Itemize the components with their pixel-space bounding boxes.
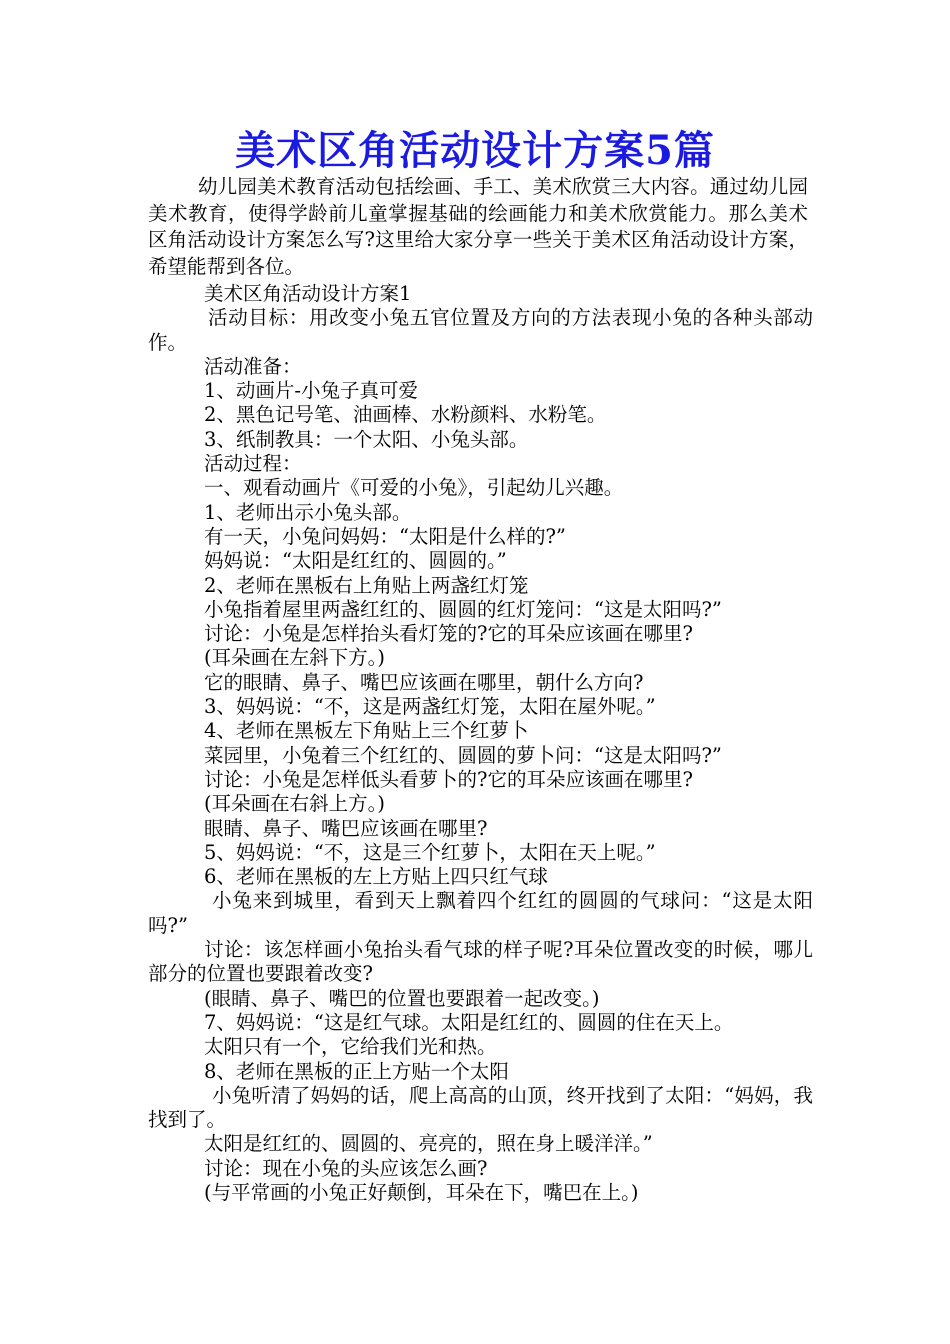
text-line: 1、老师出示小兔头部。 <box>204 500 412 524</box>
text-line: 它的眼睛、鼻子、嘴巴应该画在哪里，朝什么方向? <box>204 670 644 694</box>
text-line: 活动过程： <box>204 452 302 476</box>
text-line: 5、妈妈说：“不，这是三个红萝卜，太阳在天上呢。” <box>204 840 656 864</box>
text-line: 讨论：现在小兔的头应该怎么画? <box>204 1156 488 1180</box>
text-line: 小兔听清了妈妈的话，爬上高高的山顶，终开找到了太阳：“妈妈，我找到了。 <box>148 1083 813 1132</box>
body-lines <box>148 282 813 1205</box>
text-line: 讨论：小兔是怎样低头看萝卜的?它的耳朵应该画在哪里? <box>204 767 693 791</box>
text-line: (耳朵画在右斜上方。) <box>204 792 385 816</box>
text-line: (与平常画的小兔正好颠倒，耳朵在下，嘴巴在上。) <box>204 1180 639 1204</box>
document-title: 美术区角活动设计方案5篇 <box>235 127 715 174</box>
text-line: 妈妈说：“太阳是红红的、圆圆的。” <box>204 549 507 573</box>
text-line: (眼睛、鼻子、嘴巴的位置也要跟着一起改变。) <box>204 986 600 1010</box>
text-line: 小兔指着屋里两盏红红的、圆圆的红灯笼问：“这是太阳吗?” <box>204 597 722 621</box>
text-line: 8、老师在黑板的正上方贴一个太阳 <box>204 1059 509 1083</box>
text-line: (耳朵画在左斜下方。) <box>204 646 385 670</box>
text-line: 讨论：该怎样画小兔抬头看气球的样子呢?耳朵位置改变的时候，哪儿部分的位置也要跟着改变? <box>148 938 813 986</box>
text-line: 4、老师在黑板左下角贴上三个红萝卜 <box>204 719 529 743</box>
text-line: 7、妈妈说：“这是红气球。太阳是红红的、圆圆的住在天上。 <box>204 1010 734 1034</box>
text-line: 有一天，小兔问妈妈：“太阳是什么样的?” <box>204 524 566 548</box>
text-line: 3、妈妈说：“不，这是两盏红灯笼，太阳在屋外呢。” <box>204 695 656 719</box>
text-line: 小兔来到城里，看到天上飘着四个红红的圆圆的气球问：“这是太阳吗?” <box>148 889 813 937</box>
text-line: 1、动画片-小兔子真可爱 <box>204 379 418 403</box>
text-line: 眼睛、鼻子、嘴巴应该画在哪里? <box>204 816 488 840</box>
text-line: 太阳只有一个，它给我们光和热。 <box>204 1035 497 1059</box>
text-line: 6、老师在黑板的左上方贴上四只红气球 <box>204 865 548 889</box>
text-line: 一、观看动画片《可爱的小兔》，引起幼儿兴趣。 <box>204 476 624 500</box>
text-line: 活动目标：用改变小兔五官位置及方向的方法表现小兔的各种头部动作。 <box>148 306 813 354</box>
text-line: 讨论：小兔是怎样抬头看灯笼的?它的耳朵应该画在哪里? <box>204 622 693 646</box>
intro-paragraph: 幼儿园美术教育活动包括绘画、手工、美术欣赏三大内容。通过幼儿园美术教育，使得学龄前儿童掌握基础的绘画能力和美术欣赏能力。那么美术区角活动设计方案怎么写?这里给大家分享一些关于美术区角活动设计方案，希望能帮到各位。 <box>148 175 808 278</box>
text-line: 3、纸制教具：一个太阳、小兔头部。 <box>204 427 529 451</box>
text-line: 活动准备： <box>204 354 302 378</box>
text-line: 2、黑色记号笔、油画棒、水粉颜料、水粉笔。 <box>204 403 607 427</box>
section-heading: 美术区角活动设计方案1 <box>204 282 412 305</box>
text-line: 菜园里，小兔着三个红红的、圆圆的萝卜问：“这是太阳吗?” <box>204 743 722 767</box>
text-line: 太阳是红红的、圆圆的、亮亮的，照在身上暖洋洋。” <box>204 1132 653 1156</box>
text-line: 2、老师在黑板右上角贴上两盏红灯笼 <box>204 573 529 597</box>
